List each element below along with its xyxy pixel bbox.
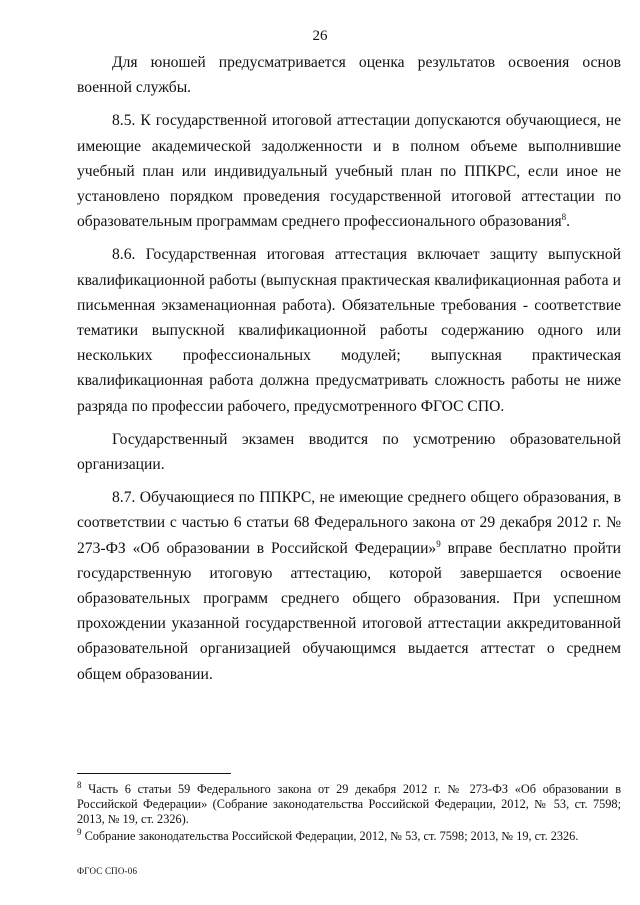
footnote-divider — [77, 773, 231, 774]
page-number: 26 — [312, 28, 328, 44]
footnote-9-text: Собрание законодательства Российской Федерации, 2012, № 53, ст. 7598; 2013, № 19, ст. 2326. — [81, 829, 579, 843]
paragraph-8-7-text: 8.7. Обучающиеся по ППКРС, не имеющие среднего общего образования, в соответствии с частью 6 статьи 68 Федерального закона от 29 декабря 2012 г. № 273-ФЗ «Об образовании в Российской Федерации» — [77, 489, 621, 557]
footnote-ref-9[interactable]: 9 — [436, 538, 441, 549]
footnote-ref-8[interactable]: 8 — [561, 212, 567, 223]
body-text — [77, 50, 621, 695]
paragraph-8-6: 8.6. Государственная итоговая аттестация включает защиту выпускной квалификационной работы (выпускная практическая квалификационная работа и письменная экзаменационная работа). Обязательные требования - соответствие тематики выпускной квалификационной работы содержанию одного или нескольких профессиональных модулей; выпускная практическая квалификационная работа должна предусматривать сложность работы не ниже разряда по профессии рабочего, предусмотренного ФГОС СПО. — [77, 246, 621, 415]
paragraph-8-5-text: 8.5. К государственной итоговой аттестации допускаются обучающиеся, не имеющие академической задолженности и в полном объеме выполнившие учебный план или индивидуальный учебный план по ППКРС, если иное не установлено порядком проведения государственной итоговой аттестации по образовательным программам среднего профессионального образования — [77, 112, 621, 231]
footnotes — [77, 779, 621, 846]
footnote-9 — [77, 826, 621, 844]
paragraph-8-5-end: . — [566, 213, 571, 231]
footnote-8-text: Часть 6 статьи 59 Федерального закона от 29 декабря 2012 г. № 273-ФЗ «Об образовании в Российской Федерации» (Собрание законодательства Российской Федерации, 2012, № 53, ст. 7598; 2013, № 19, ст. 2326). — [77, 782, 621, 826]
footnote-8 — [77, 779, 621, 827]
paragraph-8-5 — [77, 108, 621, 234]
paragraph-8-7-end: вправе бесплатно пройти государственную итоговую аттестацию, которой завершается освоение образовательных программ среднего общего образования. При успешном прохождении указанной государственной итоговой аттестации аккредитованной образовательной организацией обучающимся выдается аттестат о среднем общем образовании. — [77, 539, 621, 683]
paragraph-military-service: Для юношей предусматривается оценка результатов освоения основ военной службы. — [77, 54, 621, 97]
document-code-label: ФГОС СПО-06 — [77, 866, 138, 876]
footnote-mark-9: 9 — [77, 826, 82, 837]
paragraph-state-exam: Государственный экзамен вводится по усмотрению образовательной организации. — [77, 430, 621, 474]
footnote-mark-8: 8 — [77, 779, 82, 790]
paragraph-8-7 — [77, 485, 621, 687]
